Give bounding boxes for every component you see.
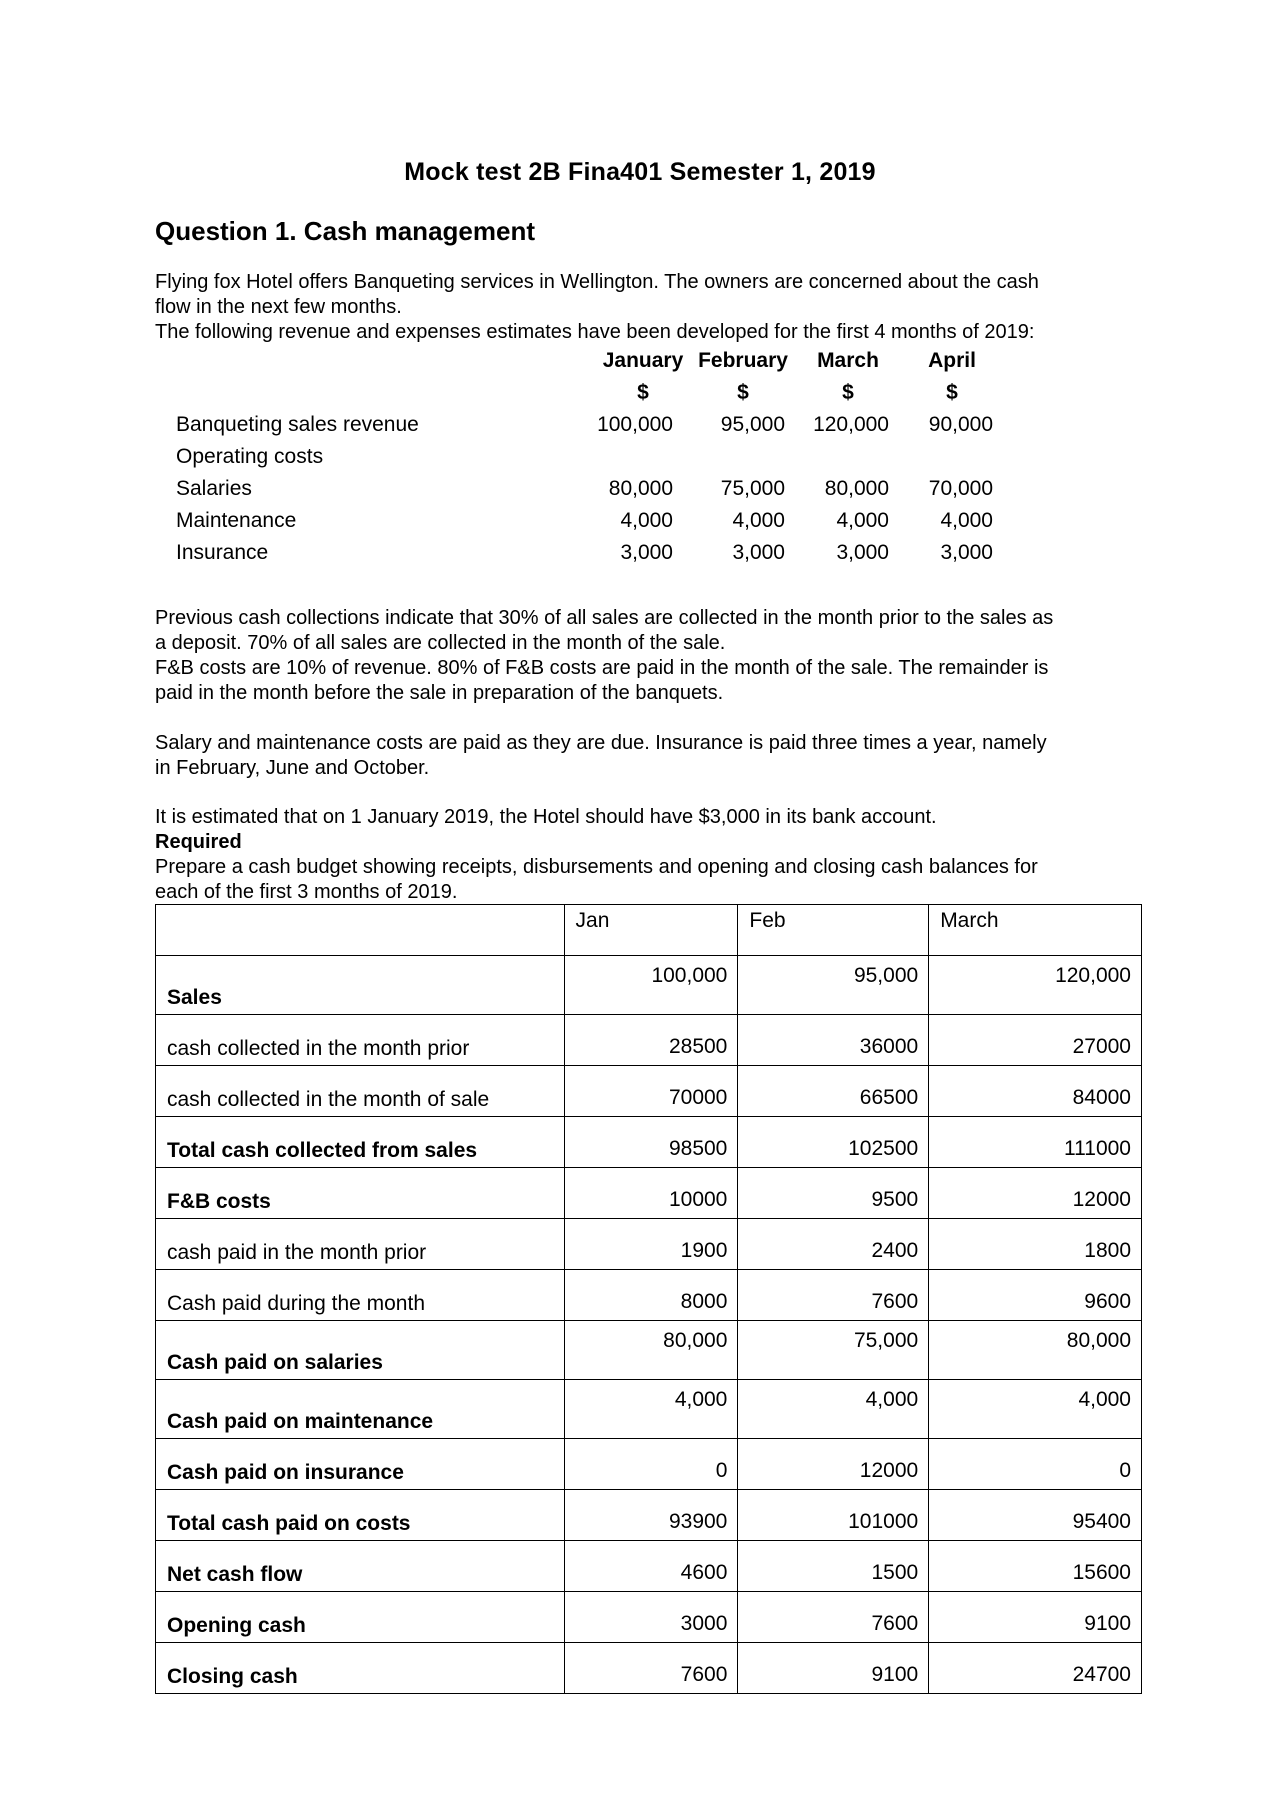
cell-value: 7600 (738, 1270, 929, 1321)
estimates-row-label: Operating costs (176, 445, 324, 468)
row-label: cash paid in the month prior (156, 1219, 565, 1270)
table-row (156, 956, 1142, 1015)
cell-value: 0 (564, 1439, 738, 1490)
cell-value: 8000 (564, 1270, 738, 1321)
estimates-value: 3,000 (836, 541, 889, 564)
intro-line: flow in the next few months. (155, 296, 402, 318)
table-header-cell: March (929, 905, 1142, 956)
document-title: Mock test 2B Fina401 Semester 1, 2019 (404, 158, 876, 186)
cell-value: 1800 (929, 1219, 1142, 1270)
table-header-row (156, 905, 1142, 956)
row-label: Cash paid on salaries (156, 1321, 565, 1380)
cell-value: 4,000 (564, 1380, 738, 1439)
cell-value: 9100 (738, 1643, 929, 1694)
cell-value: 98500 (564, 1117, 738, 1168)
row-label: Sales (156, 956, 565, 1015)
intro-line: The following revenue and expenses estimates have been developed for the first 4 months of 2019: (155, 321, 1035, 343)
estimates-currency: $ (637, 381, 649, 404)
estimates-currency: $ (842, 381, 854, 404)
required-label: Required (155, 831, 242, 853)
question-heading: Question 1. Cash management (155, 216, 535, 246)
cell-value: 80,000 (564, 1321, 738, 1380)
estimates-row-label: Banqueting sales revenue (176, 413, 419, 436)
table-row (156, 1380, 1142, 1439)
estimates-value: 70,000 (928, 477, 993, 500)
row-label: Cash paid during the month (156, 1270, 565, 1321)
cell-value: 84000 (929, 1066, 1142, 1117)
cell-value: 1900 (564, 1219, 738, 1270)
estimates-value: 95,000 (720, 413, 785, 436)
paragraph-line: Prepare a cash budget showing receipts, disbursements and opening and closing cash balances for (155, 856, 1038, 878)
cell-value: 12000 (929, 1168, 1142, 1219)
estimates-currency: $ (946, 381, 958, 404)
intro-line: Flying fox Hotel offers Banqueting services in Wellington. The owners are concerned about the cash (155, 271, 1039, 293)
table-row (156, 1168, 1142, 1219)
cell-value: 0 (929, 1439, 1142, 1490)
estimates-month-header: March (817, 349, 879, 372)
cell-value: 7600 (564, 1643, 738, 1694)
cell-value: 7600 (738, 1592, 929, 1643)
cell-value: 4600 (564, 1541, 738, 1592)
cell-value: 9500 (738, 1168, 929, 1219)
cell-value: 1500 (738, 1541, 929, 1592)
intro-paragraph (155, 270, 1130, 345)
table-row (156, 1439, 1142, 1490)
estimates-value: 100,000 (597, 413, 673, 436)
cell-value: 70000 (564, 1066, 738, 1117)
costs-paragraph (155, 731, 1130, 781)
row-label: Total cash collected from sales (156, 1117, 565, 1168)
cell-value: 93900 (564, 1490, 738, 1541)
table-row (156, 1643, 1142, 1694)
table-row (156, 1321, 1142, 1380)
cell-value: 36000 (738, 1015, 929, 1066)
cell-value: 66500 (738, 1066, 929, 1117)
estimates-value: 80,000 (608, 477, 673, 500)
cell-value: 95400 (929, 1490, 1142, 1541)
estimates-value: 4,000 (620, 509, 673, 532)
cell-value: 111000 (929, 1117, 1142, 1168)
cell-value: 9600 (929, 1270, 1142, 1321)
row-label: Net cash flow (156, 1541, 565, 1592)
paragraph-line: each of the first 3 months of 2019. (155, 881, 458, 903)
estimates-value: 4,000 (732, 509, 785, 532)
paragraph-line: in February, June and October. (155, 757, 430, 779)
row-label: Opening cash (156, 1592, 565, 1643)
estimates-value: 120,000 (813, 413, 889, 436)
cell-value: 120,000 (929, 956, 1142, 1015)
cell-value: 24700 (929, 1643, 1142, 1694)
paragraph-line: Salary and maintenance costs are paid as they are due. Insurance is paid three times a year, namely (155, 732, 1047, 754)
row-label: Closing cash (156, 1643, 565, 1694)
table-header-cell: Jan (564, 905, 738, 956)
row-label: cash collected in the month of sale (156, 1066, 565, 1117)
paragraph-line: F&B costs are 10% of revenue. 80% of F&B costs are paid in the month of the sale. The remainder is (155, 657, 1049, 679)
cell-value: 101000 (738, 1490, 929, 1541)
row-label: Cash paid on insurance (156, 1439, 565, 1490)
cell-value: 3000 (564, 1592, 738, 1643)
table-header-cell: Feb (738, 905, 929, 956)
cell-value: 75,000 (738, 1321, 929, 1380)
table-row (156, 1490, 1142, 1541)
collections-paragraph (155, 606, 1130, 706)
cell-value: 95,000 (738, 956, 929, 1015)
cash-budget-table (155, 904, 1142, 1694)
cell-value: 100,000 (564, 956, 738, 1015)
row-label: Total cash paid on costs (156, 1490, 565, 1541)
estimates-currency: $ (737, 381, 749, 404)
cell-value: 12000 (738, 1439, 929, 1490)
cell-value: 9100 (929, 1592, 1142, 1643)
paragraph-line: Previous cash collections indicate that 30% of all sales are collected in the month prior to the sales as (155, 607, 1054, 629)
estimates-value: 90,000 (928, 413, 993, 436)
estimates-value: 3,000 (620, 541, 673, 564)
row-label: F&B costs (156, 1168, 565, 1219)
table-row (156, 1066, 1142, 1117)
estimates-value: 75,000 (720, 477, 785, 500)
cell-value: 2400 (738, 1219, 929, 1270)
table-row (156, 1015, 1142, 1066)
cell-value: 10000 (564, 1168, 738, 1219)
cell-value: 102500 (738, 1117, 929, 1168)
table-row (156, 1117, 1142, 1168)
estimates-value: 4,000 (940, 509, 993, 532)
paragraph-line: It is estimated that on 1 January 2019, the Hotel should have $3,000 in its bank account. (155, 806, 937, 828)
estimates-row-label: Maintenance (176, 509, 297, 532)
estimates-row-label: Salaries (176, 477, 252, 500)
row-label: cash collected in the month prior (156, 1015, 565, 1066)
cell-value: 4,000 (929, 1380, 1142, 1439)
table-row (156, 1592, 1142, 1643)
cell-value: 4,000 (738, 1380, 929, 1439)
cell-value: 27000 (929, 1015, 1142, 1066)
table-row (156, 1270, 1142, 1321)
requirement-paragraph (155, 805, 1130, 905)
estimates-value: 3,000 (940, 541, 993, 564)
estimates-value: 4,000 (836, 509, 889, 532)
cell-value: 15600 (929, 1541, 1142, 1592)
paragraph-line: paid in the month before the sale in preparation of the banquets. (155, 682, 724, 704)
cell-value: 28500 (564, 1015, 738, 1066)
estimates-month-header: January (602, 349, 684, 372)
estimates-month-header: April (928, 349, 976, 372)
table-row (156, 1541, 1142, 1592)
row-label: Cash paid on maintenance (156, 1380, 565, 1439)
estimates-value: 80,000 (824, 477, 889, 500)
table-row (156, 1219, 1142, 1270)
estimates-value: 3,000 (732, 541, 785, 564)
paragraph-line: a deposit. 70% of all sales are collected in the month of the sale. (155, 632, 726, 654)
table-header-cell (156, 905, 565, 956)
estimates-month-header: February (698, 349, 788, 372)
cell-value: 80,000 (929, 1321, 1142, 1380)
estimates-row-label: Insurance (176, 541, 269, 564)
